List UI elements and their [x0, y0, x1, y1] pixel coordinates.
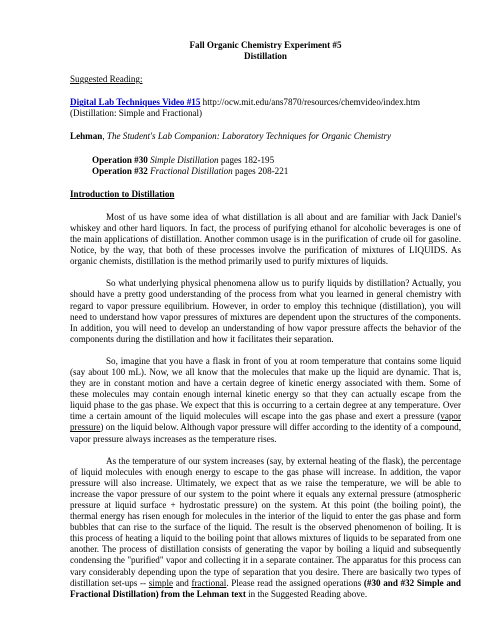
vapor-pressure-term: vapor pressure: [70, 411, 461, 433]
book-reference: Lehman, The Student's Lab Companion: Laboratory Techniques for Organic Chemistry: [70, 131, 392, 142]
intro-heading: Introduction to Distillation: [70, 188, 175, 199]
assigned-operations: (#30 and #32 Simple and Fractional Distillation) from the Lehman text: [70, 577, 461, 599]
intro-paragraph-1: Most of us have some idea of what distillation is all about and are familiar with Jack Daniel's whiskey and other hard liquors. In fact, the process of purifying ethanol for alcoholic beverages is one of the main applications of distillation. Another common usage is in the purification of crude oil for gasoline. Notice, by the way, that both of these processes involve the purification of mixtures of LIQUIDS. As organic chemists, distillation is the method primarily used to purify mixtures of liquids.: [70, 211, 461, 267]
document-subtitle: Distillation: [244, 51, 287, 62]
book-author: Lehman: [70, 131, 103, 142]
operation-30: Operation #30 Simple Distillation pages 182-195: [92, 154, 275, 165]
operation-32: Operation #32 Fractional Distillation pages 208-221: [92, 165, 289, 176]
intro-paragraph-2: So what underlying physical phenomena allow us to purify liquids by distillation? Actually, you should have a pretty good understanding of the process from what you learned in general chemistry with regard to vapor pressure equilibrium. However, in order to employ this technique (distillation), you will need to understand how vapor pressures of mixtures are dependent upon the structures of the components. In addition, you will need to develop an understanding of how vapor pressure affects the behavior of the components during the distillation and how it facilitates their separation.: [70, 278, 461, 344]
suggested-reading-heading: Suggested Reading:: [70, 74, 143, 85]
video-topic: (Distillation: Simple and Fractional): [70, 108, 203, 119]
intro-paragraph-3: So, imagine that you have a flask in front of you at room temperature that contains some liquid (say about 100 mL). Now, we all know that the molecules that make up the liquid are dynamic. That is, they are in constant motion and have a certain degree of kinetic energy associated with them. Some of these molecules may contain enough internal kinetic energy so that they can actually escape from the liquid phase to the gas phase. We expect that this is occurring to a certain degree at any temperature. Over time a certain amount of the liquid molecules will escape into the gas phase and exert a pressure (vapor pressure) on the liquid below. Although vapor pressure will differ according to the identity of a compound, vapor pressure always increases as the temperature rises.: [70, 355, 461, 444]
video-reference: [70, 97, 461, 108]
intro-paragraph-4: As the temperature of our system increases (say, by external heating of the flask), the percentage of liquid molecules with enough energy to escape to the gas phase will increase. In addition, the vapor pressure will also increase. Ultimately, we expect that as we raise the temperature, we will be able to increase the vapor pressure of our system to the point where it equals any external pressure (atmospheric pressure at liquid surface + hydrostatic pressure) on the system. At this point (the boiling point), the thermal energy has risen enough for molecules in the interior of the liquid to enter the gas phase and form bubbles that can rise to the surface of the liquid. The result is the observed phenomenon of boiling. It is this process of heating a liquid to the boiling point that allows mixtures of liquids to be separated from one another. The process of distillation consists of generating the vapor by boiling a liquid and subsequently condensing the "purified" vapor and collecting it in a separate container. The apparatus for this process can vary considerably depending upon the type of separation that you desire. There are basically two types of distillation set-ups -- simple and fractional. Please read the assigned operations (#30 and #32 Simple and Fractional Distillation) from the Lehman text in the Suggested Reading above.: [70, 455, 461, 599]
video-link[interactable]: Digital Lab Techniques Video #15: [70, 97, 201, 108]
document-title: Fall Organic Chemistry Experiment #5: [189, 40, 342, 50]
video-url[interactable]: http://ocw.mit.edu/ans7870/resources/chemvideo/index.htm: [202, 97, 421, 108]
book-title: The Student's Lab Companion: Laboratory Techniques for Organic Chemistry: [106, 131, 392, 142]
